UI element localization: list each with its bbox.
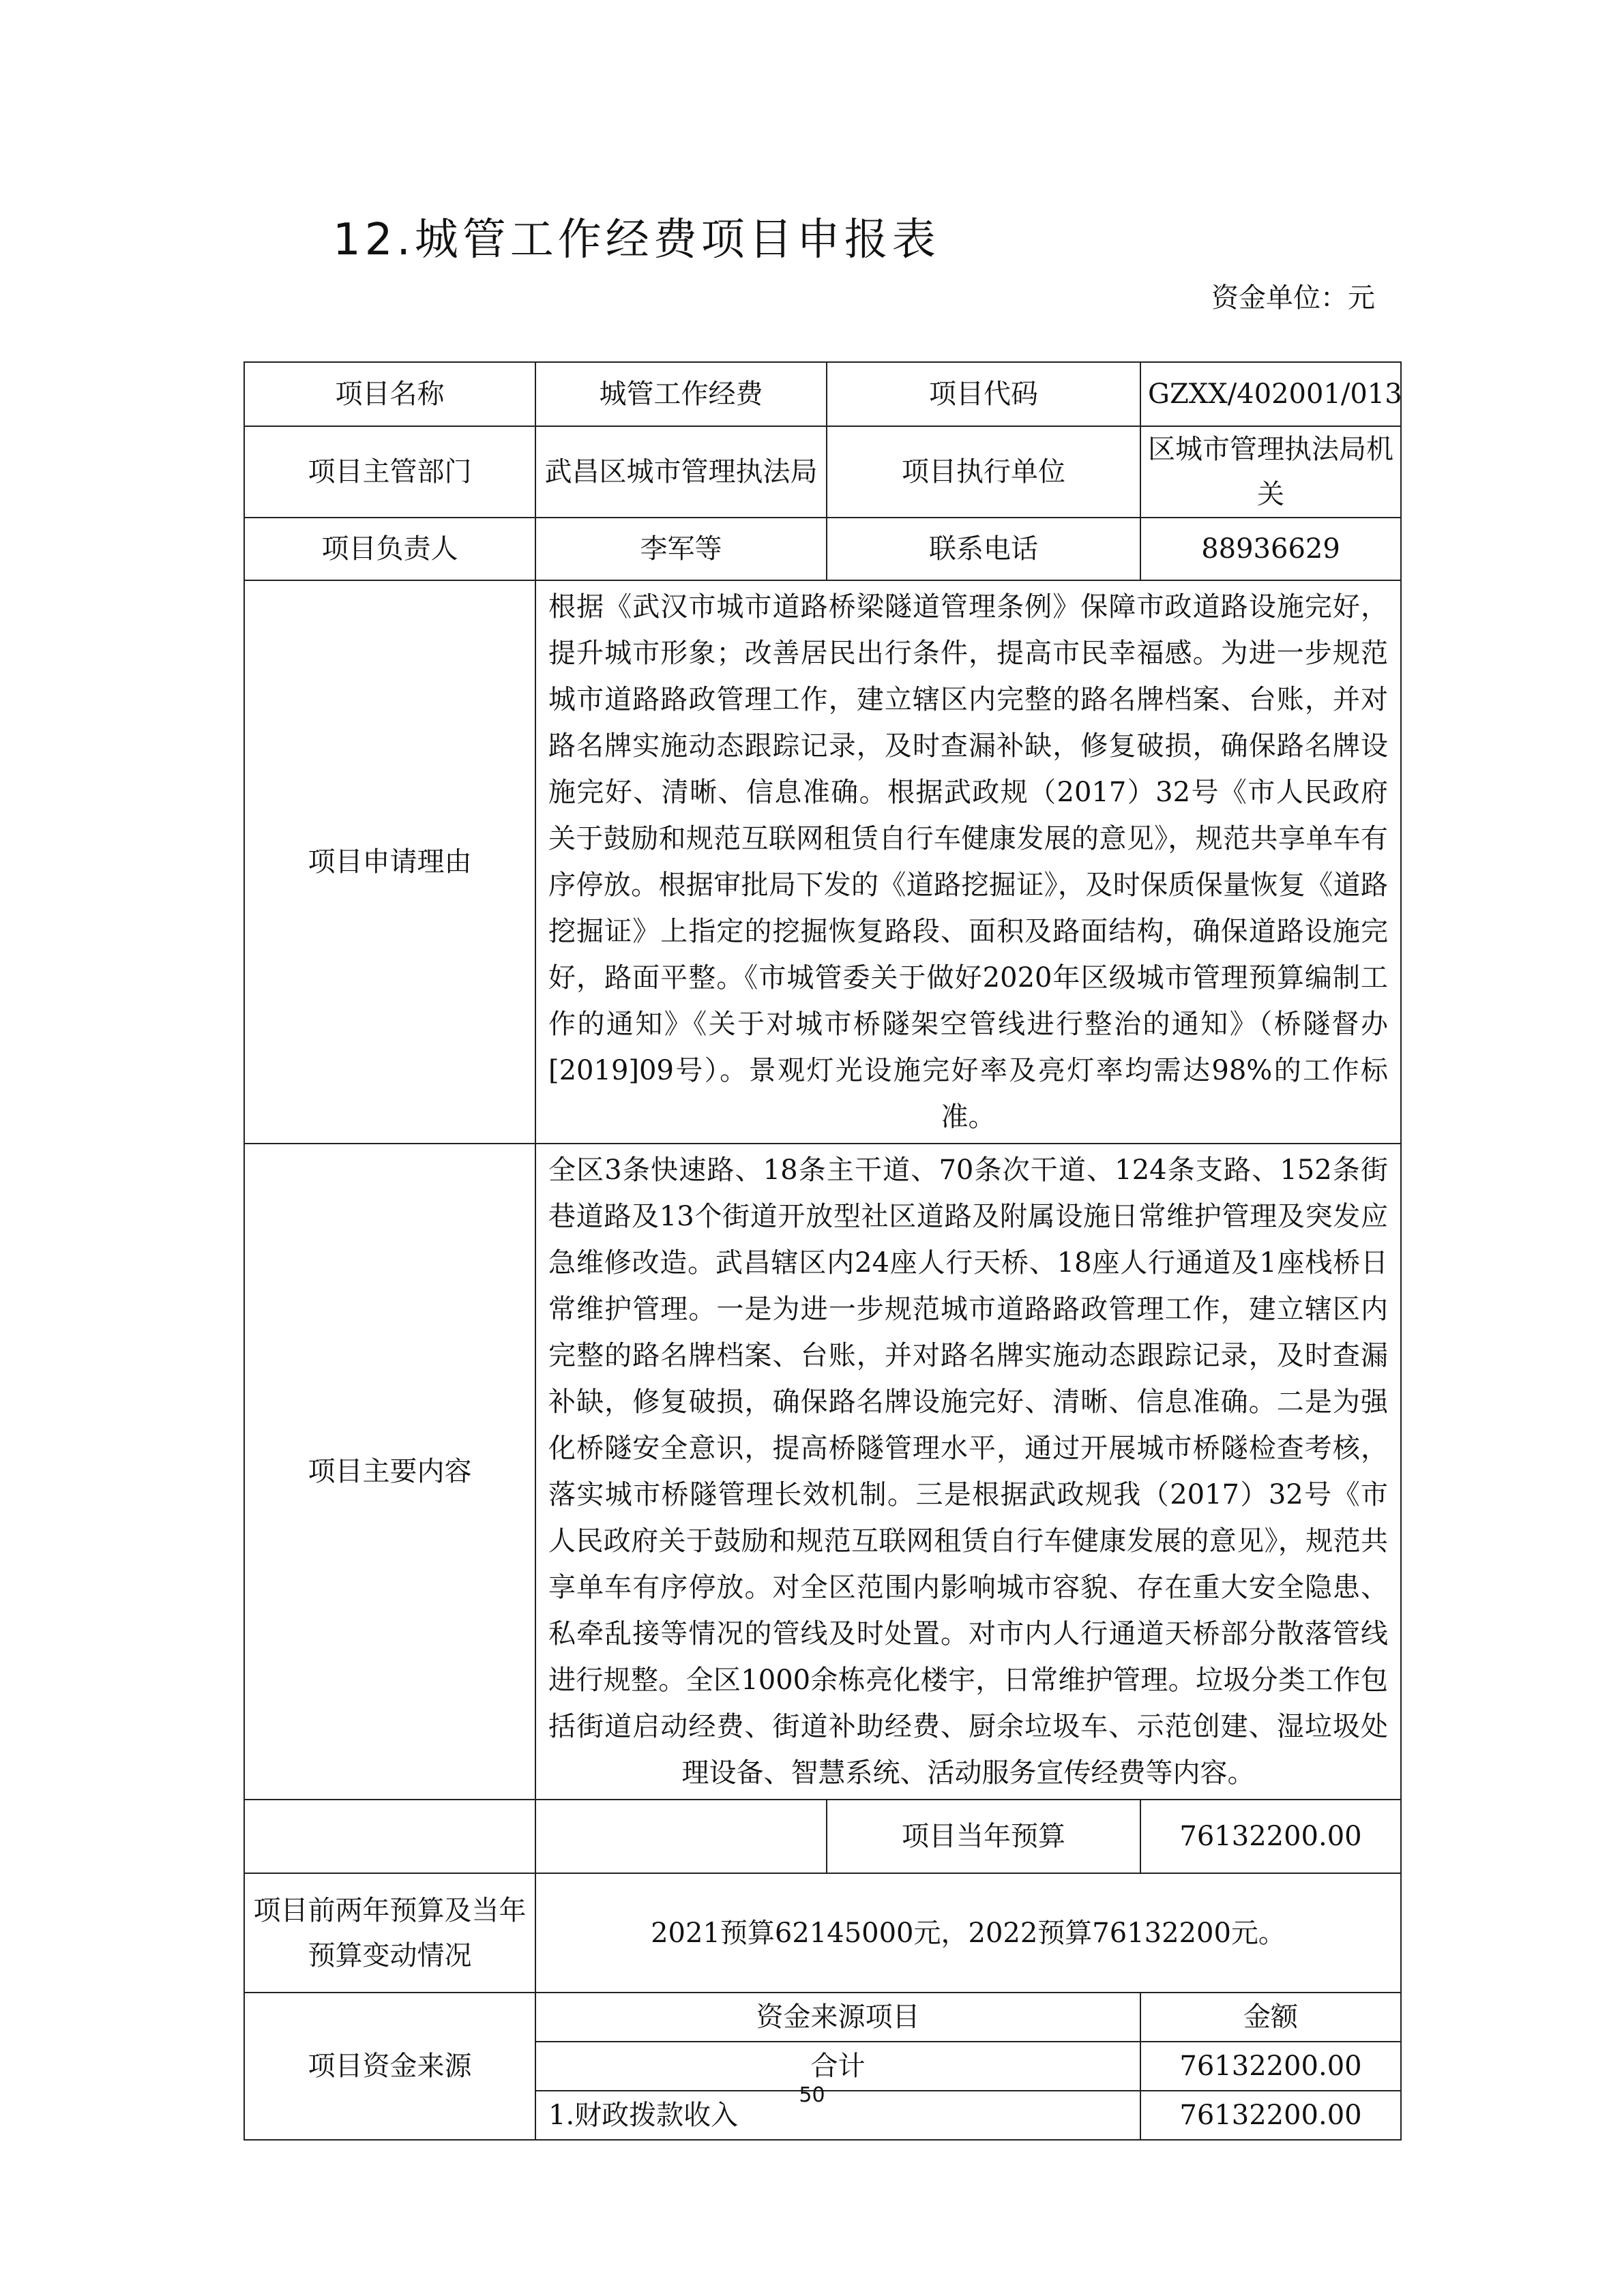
fiscal-label: 1.财政拨款收入 xyxy=(535,2091,1140,2140)
content-value: 全区3条快速路、18条主干道、70条次干道、124条支路、152条街巷道路及13个街道开放型社区道路及附属设施日常维护管理及突发应急维修改造。武昌辖区内24座人行天桥、18座人行通道及1座栈桥日常维护管理。一是为进一步规范城市道路路政管理工作，建立辖区内完整的路名牌档案、台账，并对路名牌实施动态跟踪记录，及时查漏补缺，修复破损，确保路名牌设施完好、清晰、信息准确。二是为强化桥隧安全意识，提高桥隧管理水平，通过开展城市桥隧检查考核，落实城市桥隧管理长效机制。三是根据武政规我（2017）32号《市人民政府关于鼓励和规范互联网租赁自行车健康发展的意见》，规范共享单车有序停放。对全区范围内影响城市容貌、存在重大安全隐患、私牵乱接等情况的管线及时处置。对市内人行通道天桥部分散落管线进行规整。全区1000余栋亮化楼宇，日常维护管理。垃圾分类工作包括街道启动经费、街道补助经费、厨余垃圾车、示范创建、湿垃圾处理设备、智慧系统、活动服务宣传经费等内容。 xyxy=(535,1144,1401,1800)
total-value: 76132200.00 xyxy=(1140,2042,1401,2091)
project-form-table xyxy=(243,361,1402,2141)
budget-change-value: 2021预算62145000元，2022预算76132200元。 xyxy=(535,1873,1401,1993)
table-row xyxy=(244,362,1401,426)
table-row xyxy=(244,518,1401,580)
empty-cell xyxy=(244,1800,535,1873)
total-label: 合计 xyxy=(535,2042,1140,2091)
fund-source-label: 项目资金来源 xyxy=(244,1993,535,2140)
dept-label: 项目主管部门 xyxy=(244,426,535,518)
project-code-label: 项目代码 xyxy=(827,362,1140,426)
phone-value: 88936629 xyxy=(1140,518,1401,580)
page-number: 50 xyxy=(799,2083,825,2107)
budget-label: 项目当年预算 xyxy=(827,1800,1140,1873)
budget-value: 76132200.00 xyxy=(1140,1800,1401,1873)
owner-label: 项目负责人 xyxy=(244,518,535,580)
table-row xyxy=(244,426,1401,518)
reason-label: 项目申请理由 xyxy=(244,580,535,1144)
empty-cell xyxy=(535,1800,827,1873)
table-row xyxy=(244,1873,1401,1993)
fiscal-value: 76132200.00 xyxy=(1140,2091,1401,2140)
table-row xyxy=(244,1993,1401,2042)
reason-value: 根据《武汉市城市道路桥梁隧道管理条例》保障市政道路设施完好，提升城市形象；改善居民出行条件，提高市民幸福感。为进一步规范城市道路路政管理工作，建立辖区内完整的路名牌档案、台账，并对路名牌实施动态跟踪记录，及时查漏补缺，修复破损，确保路名牌设施完好、清晰、信息准确。根据武政规（2017）32号《市人民政府关于鼓励和规范互联网租赁自行车健康发展的意见》，规范共享单车有序停放。根据审批局下发的《道路挖掘证》，及时保质保量恢复《道路挖掘证》上指定的挖掘恢复路段、面积及路面结构，确保道路设施完好，路面平整。《市城管委关于做好2020年区级城市管理预算编制工作的通知》《关于对城市桥隧架空管线进行整治的通知》（桥隧督办[2019]09号）。景观灯光设施完好率及亮灯率均需达98%的工作标准。 xyxy=(535,580,1401,1144)
content-label: 项目主要内容 xyxy=(244,1144,535,1800)
page-title: 12.城管工作经费项目申报表 xyxy=(333,215,940,265)
project-name-label: 项目名称 xyxy=(244,362,535,426)
table-row xyxy=(244,1800,1401,1873)
amount-col-header: 金额 xyxy=(1140,1993,1401,2042)
exec-unit-label: 项目执行单位 xyxy=(827,426,1140,518)
fund-unit: 资金单位：元 xyxy=(1211,282,1375,314)
budget-change-label: 项目前两年预算及当年预算变动情况 xyxy=(244,1873,535,1993)
project-code-value: GZXX/402001/013 xyxy=(1140,362,1401,426)
exec-unit-value: 区城市管理执法局机关 xyxy=(1140,426,1401,518)
owner-value: 李军等 xyxy=(535,518,827,580)
fund-source-col-header: 资金来源项目 xyxy=(535,1993,1140,2042)
table-row xyxy=(244,580,1401,1144)
phone-label: 联系电话 xyxy=(827,518,1140,580)
project-name-value: 城管工作经费 xyxy=(535,362,827,426)
dept-value: 武昌区城市管理执法局 xyxy=(535,426,827,518)
table-row xyxy=(244,1144,1401,1800)
